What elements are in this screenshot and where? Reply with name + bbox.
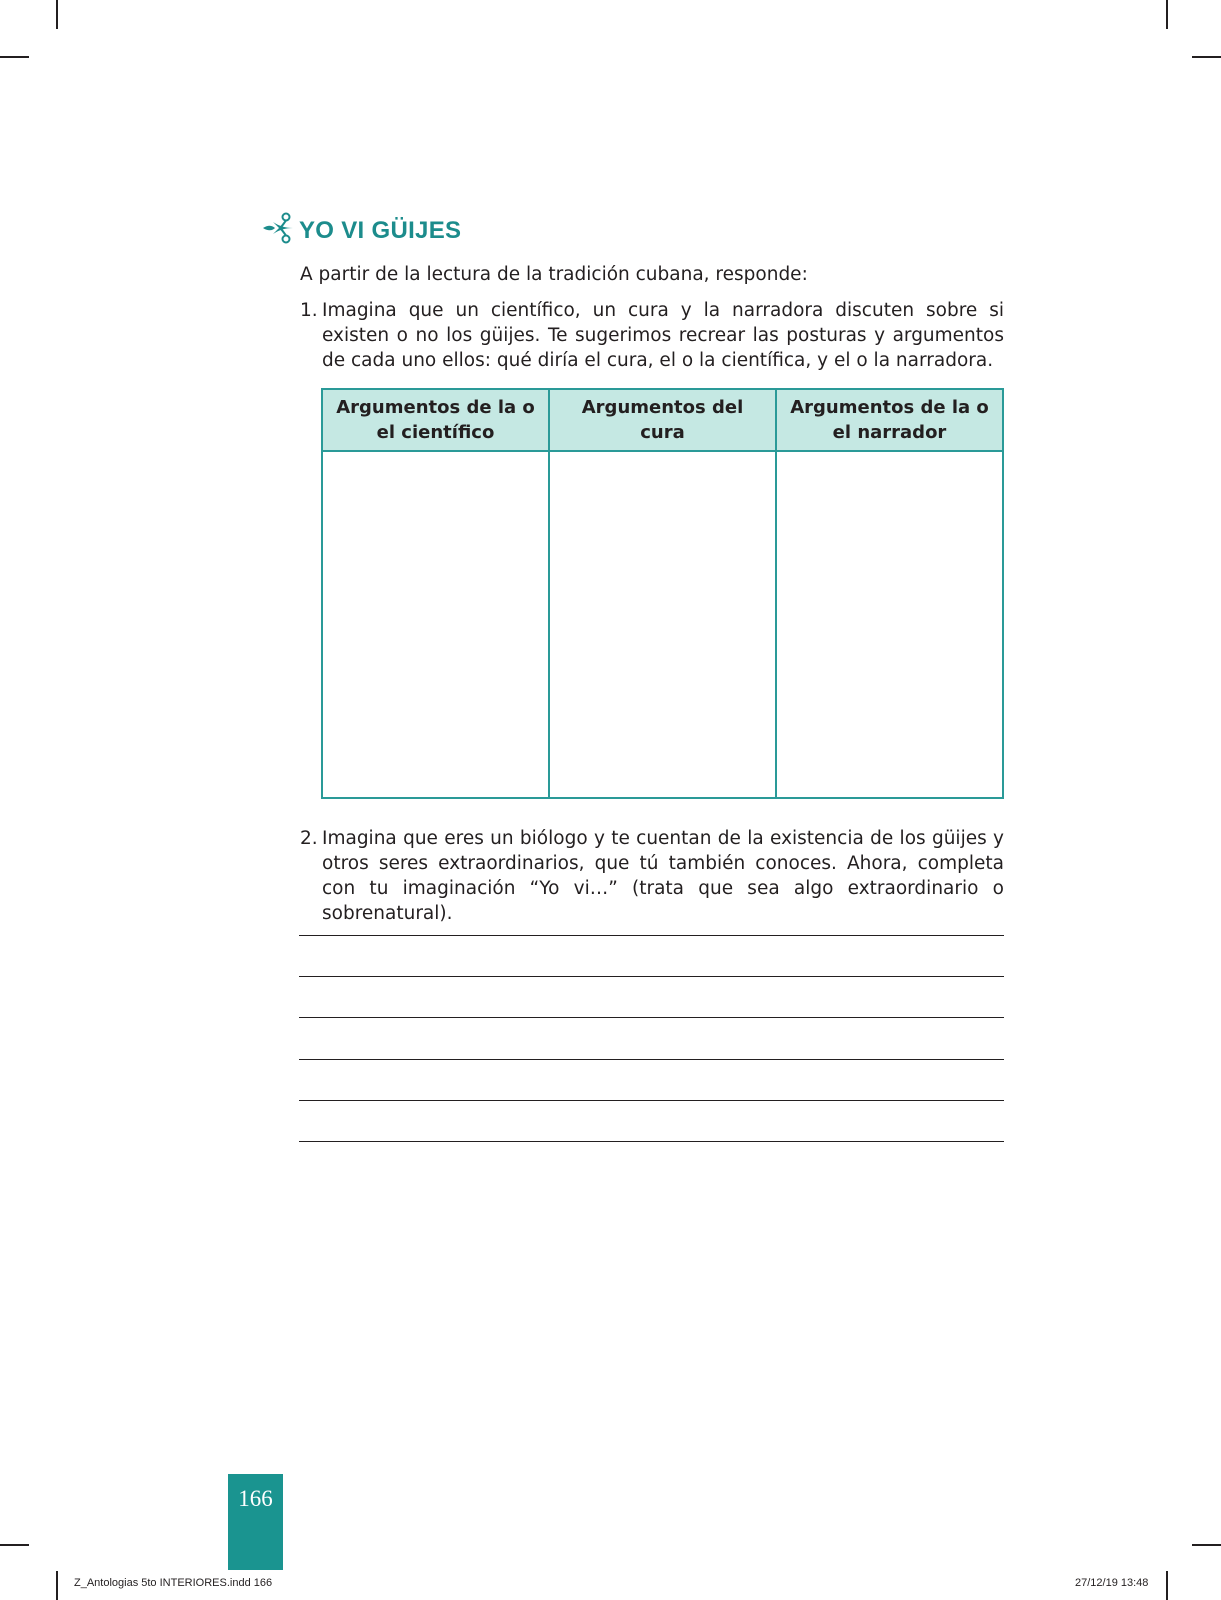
- crop-mark-top-left-v: [56, 0, 58, 29]
- question-1-text: Imagina que un científico, un cura y la narradora discuten sobre si existen o no los güijes. Te sugerimos recrear las posturas y argumentos de cada uno ellos: qué diría el cura, el o la científica, y el o la narradora.: [322, 300, 1004, 371]
- answer-line[interactable]: [299, 935, 1004, 936]
- crop-mark-bottom-left-h: [0, 1544, 29, 1546]
- fleur-ornament-icon: [259, 210, 299, 251]
- print-slug-date: 27/12/19 13:48: [1075, 1577, 1149, 1589]
- section-heading: [259, 210, 461, 251]
- answer-line[interactable]: [299, 976, 1004, 977]
- question-1-number: 1.: [300, 300, 318, 321]
- page-number: 166: [238, 1486, 273, 1511]
- answer-line[interactable]: [299, 1059, 1004, 1060]
- answer-line[interactable]: [299, 1141, 1004, 1142]
- crop-mark-top-right-v: [1166, 0, 1168, 29]
- answer-cell-cura[interactable]: [549, 451, 776, 798]
- crop-mark-bottom-right-h: [1192, 1544, 1221, 1546]
- answer-line[interactable]: [299, 1100, 1004, 1101]
- crop-mark-top-right-h: [1192, 56, 1221, 58]
- answer-line[interactable]: [299, 1017, 1004, 1018]
- column-header-cientifico: Argumentos de la o el científico: [322, 389, 549, 451]
- answer-cell-narrador[interactable]: [776, 451, 1003, 798]
- crop-mark-bottom-right-v: [1166, 1571, 1168, 1600]
- print-slug-file: Z_Antologias 5to INTERIORES.indd 166: [74, 1577, 273, 1589]
- crop-mark-top-left-h: [0, 56, 29, 58]
- arguments-table: [321, 388, 1004, 799]
- intro-text: A partir de la lectura de la tradición cubana, responde:: [300, 264, 808, 285]
- page-title: YO VI GÜIJES: [299, 216, 462, 244]
- crop-mark-bottom-left-v: [56, 1571, 58, 1600]
- answer-cell-cientifico[interactable]: [322, 451, 549, 798]
- column-header-narrador: Argumentos de la o el narrador: [776, 389, 1003, 451]
- column-header-cura: Argumentos del cura: [549, 389, 776, 451]
- question-2: [300, 826, 1004, 926]
- question-1: [300, 298, 1004, 373]
- question-2-text: Imagina que eres un biólogo y te cuentan de la existencia de los güijes y otros seres extraordinarios, que tú también conoces. Ahora, completa con tu imaginación “Yo vi…” (trata que sea algo extraordinario o sobrenatural).: [322, 828, 1004, 924]
- question-2-number: 2.: [300, 828, 318, 849]
